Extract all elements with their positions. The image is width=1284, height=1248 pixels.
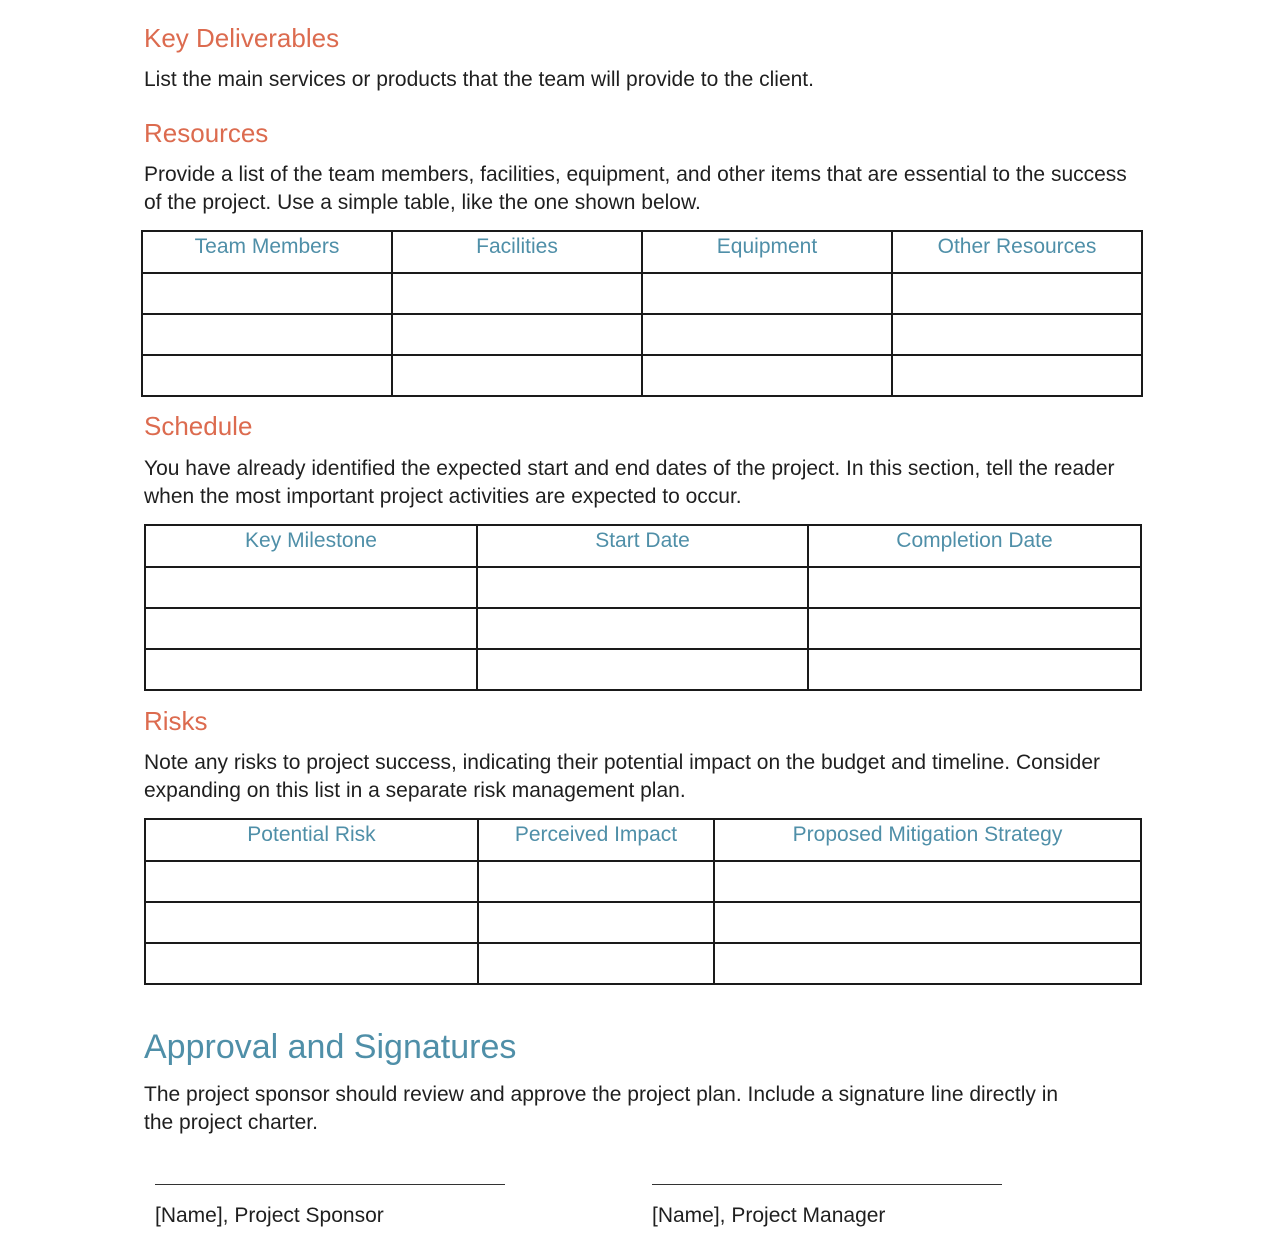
table-row xyxy=(145,902,1141,943)
table-cell[interactable] xyxy=(477,649,808,690)
table-row xyxy=(145,567,1141,608)
table-cell[interactable] xyxy=(808,608,1141,649)
table-cell[interactable] xyxy=(142,355,392,396)
table-cell[interactable] xyxy=(714,902,1141,943)
table-row xyxy=(145,943,1141,984)
manager-signature-label: [Name], Project Manager xyxy=(652,1204,886,1227)
table-row xyxy=(145,861,1141,902)
table-cell[interactable] xyxy=(477,567,808,608)
risks-table xyxy=(144,818,1142,985)
table-cell[interactable] xyxy=(145,902,478,943)
table-header-row xyxy=(142,231,1142,273)
column-header: Facilities xyxy=(392,231,642,273)
schedule-text: You have already identified the expected start and end dates of the project. In this section, tell the reader when the most important project activities are expected to occur. xyxy=(144,457,1115,508)
risks-heading: Risks xyxy=(144,706,208,736)
table-cell[interactable] xyxy=(808,649,1141,690)
table-cell[interactable] xyxy=(714,943,1141,984)
table-cell[interactable] xyxy=(892,273,1142,314)
table-cell[interactable] xyxy=(142,273,392,314)
table-cell[interactable] xyxy=(478,902,714,943)
table-cell[interactable] xyxy=(392,314,642,355)
table-cell[interactable] xyxy=(642,273,892,314)
resources-table xyxy=(141,230,1143,397)
approval-heading: Approval and Signatures xyxy=(144,1028,517,1066)
table-cell[interactable] xyxy=(145,567,477,608)
column-header: Key Milestone xyxy=(145,525,477,567)
table-row xyxy=(142,273,1142,314)
schedule-heading: Schedule xyxy=(144,411,253,441)
table-cell[interactable] xyxy=(714,861,1141,902)
table-cell[interactable] xyxy=(478,861,714,902)
resources-text: Provide a list of the team members, facilities, equipment, and other items that are essential to the success of the project. Use a simple table, like the one shown below. xyxy=(144,163,1127,214)
table-row xyxy=(145,608,1141,649)
key-deliverables-text: List the main services or products that the team will provide to the client. xyxy=(144,68,814,91)
table-cell[interactable] xyxy=(808,567,1141,608)
table-cell[interactable] xyxy=(392,355,642,396)
table-cell[interactable] xyxy=(478,943,714,984)
table-row xyxy=(142,355,1142,396)
table-cell[interactable] xyxy=(477,608,808,649)
table-header-row xyxy=(145,525,1141,567)
column-header: Perceived Impact xyxy=(478,819,714,861)
table-cell[interactable] xyxy=(145,943,478,984)
column-header: Team Members xyxy=(142,231,392,273)
risks-text: Note any risks to project success, indicating their potential impact on the budget and timeline. Consider expanding on this list in a separate risk management plan. xyxy=(144,751,1101,802)
table-cell[interactable] xyxy=(642,314,892,355)
column-header: Completion Date xyxy=(808,525,1141,567)
schedule-table xyxy=(144,524,1142,691)
table-cell[interactable] xyxy=(145,649,477,690)
table-cell[interactable] xyxy=(642,355,892,396)
table-cell[interactable] xyxy=(392,273,642,314)
table-cell[interactable] xyxy=(145,608,477,649)
column-header: Other Resources xyxy=(892,231,1142,273)
column-header: Start Date xyxy=(477,525,808,567)
table-cell[interactable] xyxy=(145,861,478,902)
column-header: Proposed Mitigation Strategy xyxy=(714,819,1141,861)
key-deliverables-heading: Key Deliverables xyxy=(144,23,340,53)
column-header: Equipment xyxy=(642,231,892,273)
sponsor-signature-line[interactable] xyxy=(155,1184,505,1185)
table-row xyxy=(145,649,1141,690)
approval-text: The project sponsor should review and approve the project plan. Include a signature line directly in the project charter. xyxy=(144,1083,1059,1134)
table-cell[interactable] xyxy=(142,314,392,355)
table-cell[interactable] xyxy=(892,314,1142,355)
table-header-row xyxy=(145,819,1141,861)
manager-signature-line[interactable] xyxy=(652,1184,1002,1185)
resources-heading: Resources xyxy=(144,118,269,148)
column-header: Potential Risk xyxy=(145,819,478,861)
table-cell[interactable] xyxy=(892,355,1142,396)
table-row xyxy=(142,314,1142,355)
sponsor-signature-label: [Name], Project Sponsor xyxy=(155,1204,384,1227)
